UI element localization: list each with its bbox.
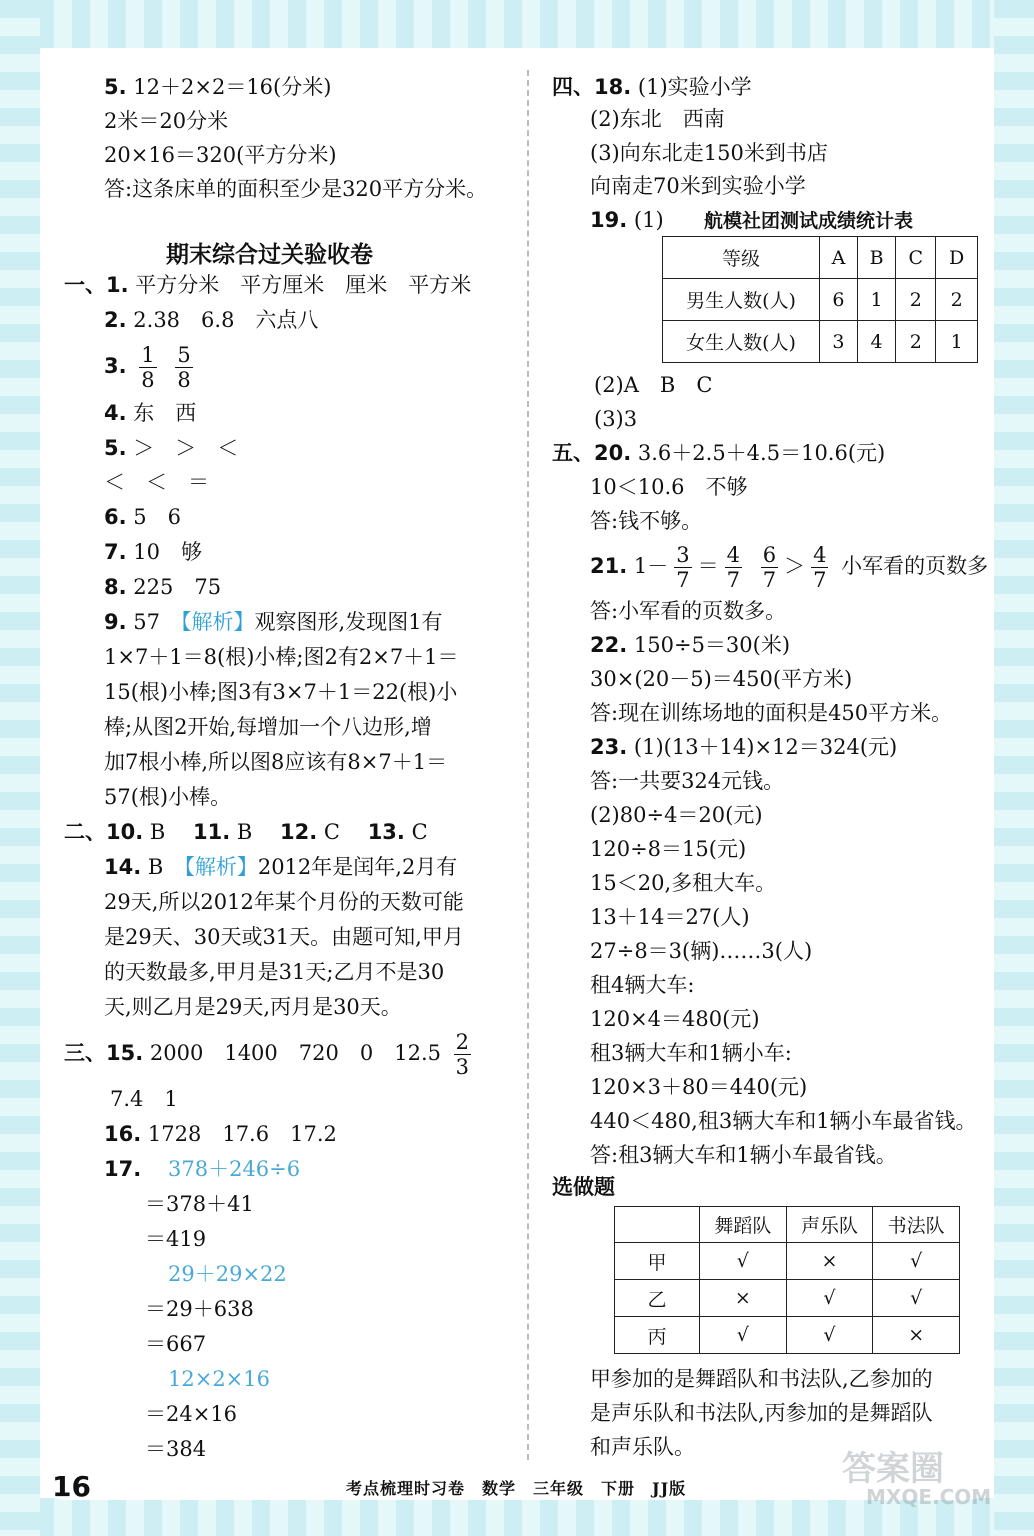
q17-b-step1: ＝29＋638 [145,1297,254,1321]
q19-cell: 男生人数(人) [663,279,820,321]
q19-cell: 女生人数(人) [663,321,820,363]
q20-line1: 五、20. 3.6＋2.5＋4.5＝10.6(元) [552,441,886,465]
q19-table-row [663,321,978,363]
q19-cell: 1 [857,279,895,321]
optional-cell [615,1207,700,1243]
q17-c-step2: ＝384 [145,1437,207,1461]
q17-a-step1: ＝378＋41 [145,1192,254,1216]
q17-b-step2: ＝667 [145,1332,207,1356]
q19-part2: (2)A B C [594,373,713,397]
q23-line12: 440＜480,租3辆大车和1辆小车最省钱。 [590,1109,977,1133]
q18-line1: 四、18. (1)实验小学 [552,75,752,99]
decorative-border-top [0,0,1034,48]
q21-fraction-1: $\frac{3}{7}$ [676,543,690,592]
q5b-line1: 5. ＞ ＞ ＜ [104,436,239,460]
q23-line9: 120×4＝480(元) [590,1007,760,1031]
q21-fraction-4: $\frac{4}{7}$ [813,543,827,592]
optional-table [614,1206,960,1354]
q17-expr-c: 12×2×16 [168,1367,270,1391]
watermark-url-text: MXQE.COM [866,1485,992,1509]
q19-line1: 19. (1) [590,208,664,232]
q22-line3: 答:现在训练场地的面积是450平方米。 [590,701,953,725]
q19-cell: A [820,237,858,279]
footer-text: 考点梳理时习卷 数学 三年级 下册 JJ版 [346,1479,687,1498]
q23-line11: 120×3＋80＝440(元) [590,1075,808,1099]
q23-line3: (2)80÷4＝20(元) [590,803,763,827]
q5-line3: 20×16＝320(平方分米) [104,143,337,167]
optional-cell: √ [700,1243,787,1280]
q21-line: 21. 1－ $\frac{3}{7}$ ＝ $\frac{4}{7}$ $\frac{6}{7}$ ＞ $\frac{4}{7}$ 小军看的页数多 [590,543,989,592]
q19-cell: 6 [820,279,858,321]
optional-cell: 乙 [615,1280,700,1317]
q8-line: 8. 225 75 [104,575,222,599]
optional-table-row [615,1280,960,1317]
q22-line2: 30×(20－5)＝450(平方米) [590,667,853,691]
optional-answer-line2: 是声乐队和书法队,丙参加的是舞蹈队 [590,1401,933,1425]
q3-fraction-1: $\frac{1}{8}$ [141,343,155,392]
optional-title: 选做题 [552,1175,615,1199]
q3-line: 3. $\frac{1}{8}$ $\frac{5}{8}$ [104,343,191,392]
q9-line2: 1×7＋1＝8(根)小棒;图2有2×7＋1＝ [104,645,459,669]
q14-line1: 14. B 【解析】2012年是闰年,2月有 [104,855,458,879]
optional-cell: × [873,1317,960,1354]
q19-cell: 1 [936,321,978,363]
q19-cell: 2 [936,279,978,321]
q20-line2: 10＜10.6 不够 [590,475,748,499]
q17-expr-a: 378＋246÷6 [168,1157,301,1181]
q23-line5: 15＜20,多租大车。 [590,871,777,895]
q19-cell: B [857,237,895,279]
q18-line4: 向南走70米到实验小学 [590,174,806,198]
q19-part3: (3)3 [594,407,638,431]
q9-line5: 加7根小棒,所以图8应该有8×7＋1＝ [104,750,448,774]
q19-cell: C [896,237,936,279]
optional-answer-line1: 甲参加的是舞蹈队和书法队,乙参加的 [590,1367,933,1391]
optional-cell: √ [786,1317,873,1354]
optional-cell: × [786,1243,873,1280]
q19-cell: 等级 [663,237,820,279]
q19-table-header-row [663,237,978,279]
q9-line3: 15(根)小棒;图3有3×7＋1＝22(根)小 [104,680,458,704]
q23-line6: 13＋14＝27(人) [590,905,750,929]
q9-line1: 9. 57 【解析】观察图形,发现图1有 [104,610,443,634]
q5-line1: 5. 12＋2×2＝16(分米) [104,75,332,99]
optional-table-row [615,1243,960,1280]
optional-cell: 丙 [615,1317,700,1354]
q19-cell: 4 [857,321,895,363]
optional-cell: × [700,1280,787,1317]
optional-cell: √ [873,1243,960,1280]
q15-fraction: $\frac{2}{3}$ [455,1030,470,1079]
q9-line4: 棒;从图2开始,每增加一个八边形,增 [104,715,432,739]
q9-line6: 57(根)小棒。 [104,785,232,809]
page-number: 16 [52,1470,91,1503]
q23-line7: 27÷8＝3(辆)……3(人) [590,939,813,963]
q2-line: 2. 2.38 6.8 六点八 [104,308,319,332]
column-divider [527,70,529,1460]
q4-line: 4. 东 西 [104,401,197,425]
q15-line1: 三、15. 2000 1400 720 0 12.5 $\frac{2}{3}$ [64,1030,470,1079]
optional-cell: √ [786,1280,873,1317]
q20-line3: 答:钱不够。 [590,509,703,533]
q18-line2: (2)东北 西南 [590,107,725,131]
q19-table [662,236,978,363]
q17-a-step2: ＝419 [145,1227,207,1251]
q5-line2: 2米＝20分米 [104,109,229,133]
q23-line10: 租3辆大车和1辆小车: [590,1041,792,1065]
q23-line2: 答:一共要324元钱。 [590,769,785,793]
q22-line1: 22. 150÷5＝30(米) [590,633,791,657]
optional-table-row [615,1317,960,1354]
q23-line8: 租4辆大车: [590,973,695,997]
q14-line2: 29天,所以2012年某个月份的天数可能 [104,890,464,914]
q5b-line2: ＜ ＜ ＝ [104,470,209,494]
q10-13-line: 二、10. B 11. B 12. C 13. C [64,820,428,844]
q14-line4: 的天数最多,甲月是31天;乙月不是30 [104,960,445,984]
optional-cell: √ [873,1280,960,1317]
q15-line2: 7.4 1 [110,1087,178,1111]
q17-c-step1: ＝24×16 [145,1402,238,1426]
decorative-border-right [994,0,1034,1536]
q19-cell: 2 [896,321,936,363]
q17-label: 17. [104,1157,142,1181]
optional-cell: 书法队 [873,1207,960,1243]
q19-table-row [663,279,978,321]
optional-table-header-row [615,1207,960,1243]
optional-cell: √ [700,1317,787,1354]
q5-line4: 答:这条床单的面积至少是320平方分米。 [104,177,488,201]
watermark-logo [838,1440,998,1510]
q19-cell: 2 [896,279,936,321]
q19-table-caption: 航模社团测试成绩统计表 [704,210,914,232]
q6-line: 6. 5 6 [104,505,182,529]
optional-answer-line3: 和声乐队。 [590,1435,695,1459]
q21-answer: 答:小军看的页数多。 [590,599,787,623]
q19-cell: 3 [820,321,858,363]
q14-line3: 是29天、30天或31天。由题可知,甲月 [104,925,464,949]
optional-cell: 舞蹈队 [700,1207,787,1243]
q23-line13: 答:租3辆大车和1辆小车最省钱。 [590,1143,897,1167]
optional-cell: 声乐队 [786,1207,873,1243]
q3-fraction-2: $\frac{5}{8}$ [177,343,191,392]
q16-line: 16. 1728 17.6 17.2 [104,1122,337,1146]
q18-line3: (3)向东北走150米到书店 [590,141,828,165]
q1-line: 一、1. 平方分米 平方厘米 厘米 平方米 [64,273,472,297]
optional-cell: 甲 [615,1243,700,1280]
q21-fraction-3: $\frac{6}{7}$ [762,543,777,592]
watermark-logo-text: 答案圈 [842,1449,944,1489]
q19-cell: D [936,237,978,279]
q21-fraction-2: $\frac{4}{7}$ [726,543,741,592]
q7-line: 7. 10 够 [104,540,203,564]
q14-line5: 天,则乙月是29天,丙月是30天。 [104,995,402,1019]
section-title: 期末综合过关验收卷 [166,242,373,268]
q17-expr-b: 29＋29×22 [168,1262,287,1286]
decorative-border-left [0,0,40,1536]
q23-line1: 23. (1)(13＋14)×12＝324(元) [590,735,898,759]
q23-line4: 120÷8＝15(元) [590,837,747,861]
